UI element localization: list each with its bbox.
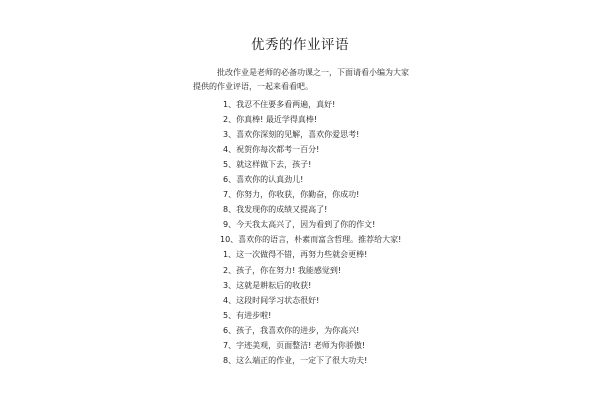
list-item: 3、这就是耕耘后的收获! <box>223 280 312 290</box>
intro-line-2: 提供的作业评语，一起来看看吧。 <box>193 81 313 91</box>
list-item: 1、我忍不住要多看两遍，真好! <box>223 100 336 109</box>
document-title: 优秀的作业评语 <box>251 37 349 53</box>
list-item: 2、你真棒! 最近学得真棒! <box>223 115 318 125</box>
list-item: 8、这么端正的作业，一定下了很大功夫! <box>223 355 368 365</box>
list-item: 6、孩子，我喜欢你的进步，为你高兴! <box>223 325 360 335</box>
list-item: 3、喜欢你深刻的见解，喜欢你爱思考! <box>223 130 360 140</box>
comment-list <box>220 97 402 368</box>
list-item: 5、就这样做下去，孩子! <box>223 160 312 170</box>
list-item: 5、有进步啦! <box>223 310 272 320</box>
list-item: 7、字迹美观，页面整洁! 老师为你骄傲! <box>223 340 366 350</box>
intro-paragraph <box>193 66 445 93</box>
list-item: 1、这一次做得不错，再努力些就会更棒! <box>223 250 368 260</box>
list-item: 4、这段时间学习状态很好! <box>223 295 320 305</box>
list-item: 2、孩子，你在努力! 我能感觉到! <box>223 265 342 275</box>
list-item: 4、祝贺你每次都考一百分! <box>223 145 320 155</box>
intro-line-1: 批改作业是老师的必备功课之一，下面请看小编为大家 <box>217 68 409 77</box>
list-item: 10、喜欢你的语言，朴素而富含哲理。推荐给大家! <box>220 235 402 245</box>
list-item: 7、你努力，你收获，你勤奋，你成功! <box>223 190 360 200</box>
list-item: 6、喜欢你的认真劲儿! <box>223 175 304 185</box>
list-item: 9、今天我太高兴了，因为看到了你的作文! <box>223 220 376 230</box>
list-item: 8、我发现你的成绩又提高了! <box>223 205 328 215</box>
